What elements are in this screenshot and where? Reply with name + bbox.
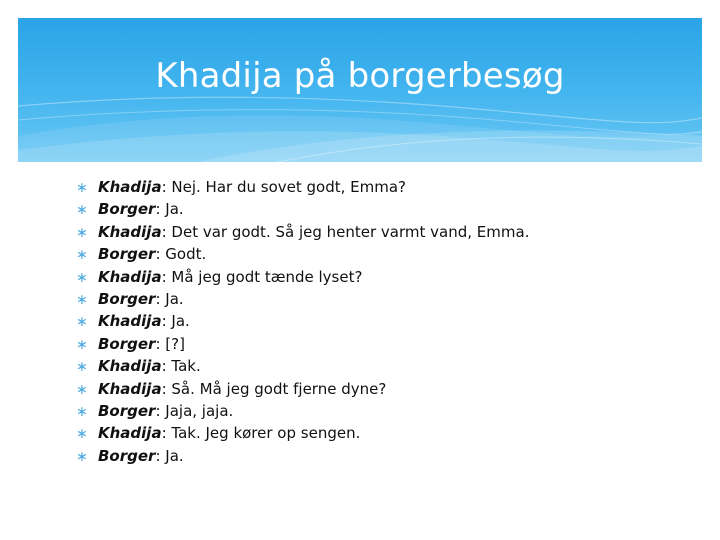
- speaker-name: Borger: [98, 334, 156, 353]
- asterisk-icon: ∗: [76, 247, 88, 264]
- dialogue-list: [76, 178, 696, 469]
- dialogue-line: [76, 200, 696, 222]
- speaker-name: Khadija: [98, 178, 162, 196]
- asterisk-icon: ∗: [76, 403, 88, 420]
- dialogue-line: [76, 380, 696, 402]
- dialogue-line: [76, 424, 696, 446]
- asterisk-icon: ∗: [76, 359, 88, 376]
- speaker-separator: :: [161, 312, 167, 331]
- speaker-separator: :: [161, 222, 167, 241]
- dialogue-line: [76, 178, 696, 200]
- speaker-name: Borger: [98, 200, 156, 219]
- asterisk-icon: ∗: [76, 202, 88, 219]
- speaker-separator: :: [161, 357, 167, 376]
- speaker-name: Borger: [98, 446, 156, 465]
- line-text: [?]: [160, 334, 185, 353]
- speaker-separator: :: [161, 267, 167, 286]
- slide-title: Khadija på borgerbesøg: [155, 56, 565, 96]
- speaker-separator: :: [155, 200, 161, 219]
- line-text: Tak. Jeg kører op sengen.: [166, 424, 361, 443]
- line-text: Godt.: [160, 245, 207, 264]
- speaker-separator: :: [161, 379, 167, 398]
- line-text: Må jeg godt tænde lyset?: [166, 267, 363, 286]
- speaker-separator: :: [155, 401, 161, 420]
- asterisk-icon: ∗: [76, 314, 88, 331]
- dialogue-line: [76, 335, 696, 357]
- dialogue-line: [76, 402, 696, 424]
- speaker-name: Borger: [98, 245, 156, 264]
- speaker-name: Khadija: [98, 222, 162, 241]
- line-text: Ja.: [160, 200, 184, 219]
- speaker-separator: :: [155, 334, 161, 353]
- asterisk-icon: ∗: [76, 336, 88, 353]
- line-text: Ja.: [160, 446, 184, 465]
- asterisk-icon: ∗: [76, 381, 88, 398]
- speaker-separator: :: [161, 178, 167, 196]
- speaker-separator: :: [155, 446, 161, 465]
- dialogue-line: [76, 312, 696, 334]
- speaker-separator: :: [155, 289, 161, 308]
- asterisk-icon: ∗: [76, 448, 88, 465]
- speaker-name: Borger: [98, 289, 156, 308]
- asterisk-icon: ∗: [76, 180, 88, 196]
- speaker-name: Khadija: [98, 379, 162, 398]
- dialogue-line: [76, 290, 696, 312]
- title-banner: [18, 18, 702, 162]
- speaker-name: Borger: [98, 401, 156, 420]
- speaker-name: Khadija: [98, 424, 162, 443]
- line-text: Jaja, jaja.: [160, 401, 234, 420]
- asterisk-icon: ∗: [76, 269, 88, 286]
- line-text: Så. Må jeg godt fjerne dyne?: [166, 379, 387, 398]
- line-text: Det var godt. Så jeg henter varmt vand, Emma.: [166, 222, 530, 241]
- asterisk-icon: ∗: [76, 224, 88, 241]
- speaker-separator: :: [155, 245, 161, 264]
- dialogue-line: [76, 245, 696, 267]
- line-text: Nej. Har du sovet godt, Emma?: [166, 178, 407, 196]
- asterisk-icon: ∗: [76, 291, 88, 308]
- speaker-separator: :: [161, 424, 167, 443]
- speaker-name: Khadija: [98, 267, 162, 286]
- speaker-name: Khadija: [98, 357, 162, 376]
- asterisk-icon: ∗: [76, 426, 88, 443]
- dialogue-line: [76, 223, 696, 245]
- dialogue-line: [76, 357, 696, 379]
- line-text: Tak.: [166, 357, 201, 376]
- line-text: Ja.: [160, 289, 184, 308]
- dialogue-line: [76, 268, 696, 290]
- line-text: Ja.: [166, 312, 190, 331]
- speaker-name: Khadija: [98, 312, 162, 331]
- dialogue-line: [76, 447, 696, 469]
